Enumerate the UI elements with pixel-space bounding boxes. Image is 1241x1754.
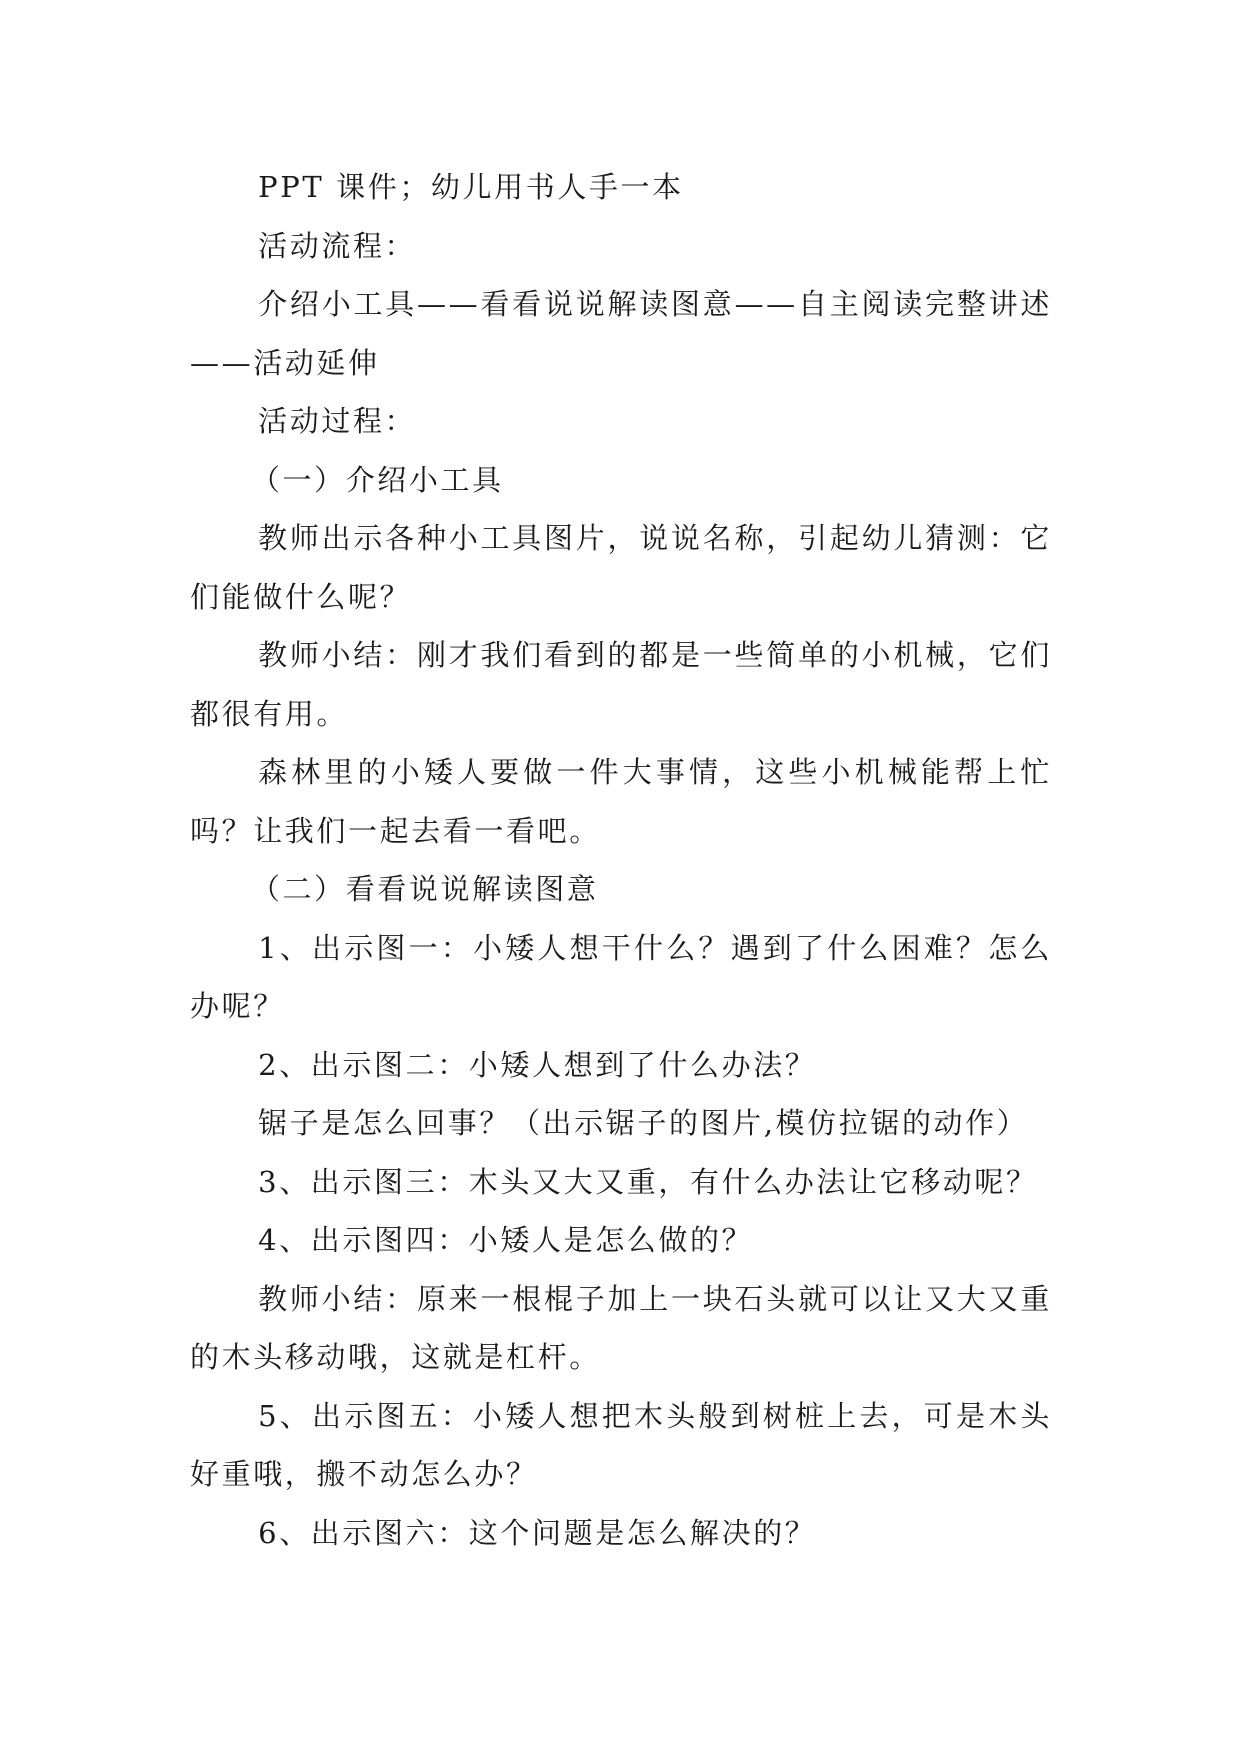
paragraph-materials: PPT 课件；幼儿用书人手一本 — [258, 170, 684, 204]
list-item-2: 2、出示图二：小矮人想到了什么办法？ — [258, 1047, 817, 1082]
paragraph-teacher-summary-2: 教师小结：原来一根棍子加上一块石头就可以让又大又重的木头移动哦，这就是杠杆。 — [190, 1281, 1052, 1374]
paragraph-teacher-summary-1: 教师小结：刚才我们看到的都是一些简单的小机械，它们都很有用。 — [190, 638, 1052, 731]
section-heading-2: （二）看看说说解读图意 — [250, 872, 599, 906]
paragraph-forest-story: 森林里的小矮人要做一件大事情，这些小机械能帮上忙吗？让我们一起去看一看吧。 — [190, 755, 1052, 848]
paragraph-saw: 锯子是怎么回事？（出示锯子的图片,模仿拉锯的动作） — [258, 1106, 1029, 1140]
list-item-1: 1、出示图一：小矮人想干什么？遇到了什么困难？怎么办呢？ — [190, 930, 1052, 1023]
document-body — [190, 158, 1052, 1562]
paragraph-process-heading: 活动过程： — [258, 404, 417, 438]
list-item-6: 6、出示图六：这个问题是怎么解决的？ — [258, 1515, 817, 1550]
paragraph-teacher-shows-tools: 教师出示各种小工具图片，说说名称，引起幼儿猜测：它们能做什么呢？ — [190, 521, 1052, 614]
list-item-3: 3、出示图三：木头又大又重，有什么办法让它移动呢？ — [258, 1164, 1038, 1199]
paragraph-flow-heading: 活动流程： — [258, 228, 417, 263]
list-item-4: 4、出示图四：小矮人是怎么做的？ — [258, 1223, 754, 1257]
section-heading-1: （一）介绍小工具 — [250, 462, 504, 497]
list-item-5: 5、出示图五：小矮人想把木头般到树桩上去，可是木头好重哦，搬不动怎么办？ — [190, 1398, 1052, 1491]
paragraph-flow: 介绍小工具——看看说说解读图意——自主阅读完整讲述——活动延伸 — [190, 287, 1052, 380]
